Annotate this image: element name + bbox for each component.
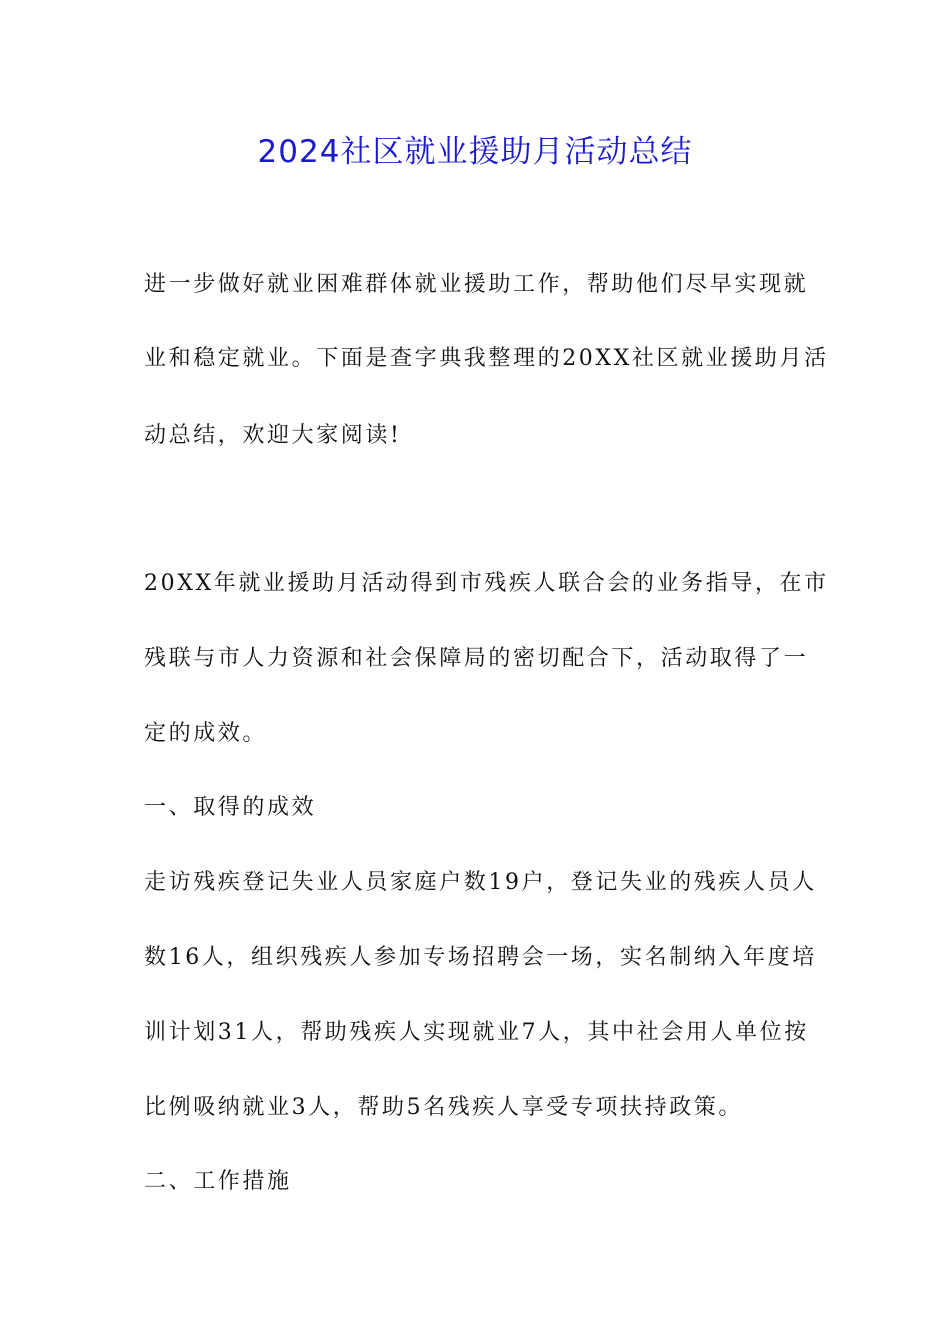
paragraph-2-line-1: 20XX年就业援助月活动得到市残疾人联合会的业务指导，在市: [144, 571, 829, 596]
paragraph-3-line-1: 走访残疾登记失业人员家庭户数19户，登记失业的残疾人员人: [144, 870, 817, 895]
paragraph-1-line-2: 业和稳定就业。下面是查字典我整理的20XX社区就业援助月活: [144, 346, 829, 371]
paragraph-1-line-1: 进一步做好就业困难群体就业援助工作，帮助他们尽早实现就: [144, 272, 809, 297]
paragraph-3-line-2: 数16人，组织残疾人参加专场招聘会一场，实名制纳入年度培: [144, 945, 817, 970]
paragraph-1-line-3: 动总结，欢迎大家阅读!: [144, 423, 402, 448]
section-heading-1: 一、取得的成效: [144, 795, 317, 820]
section-heading-2: 二、工作措施: [144, 1169, 292, 1194]
paragraph-2-line-3: 定的成效。: [144, 721, 268, 746]
paragraph-3-line-4: 比例吸纳就业3人，帮助5名残疾人享受专项扶持政策。: [144, 1095, 743, 1120]
paragraph-2-line-2: 残联与市人力资源和社会保障局的密切配合下，活动取得了一: [144, 646, 809, 671]
paragraph-3-line-3: 训计划31人，帮助残疾人实现就业7人，其中社会用人单位按: [144, 1020, 809, 1045]
document-title: 2024社区就业援助月活动总结: [257, 134, 693, 170]
